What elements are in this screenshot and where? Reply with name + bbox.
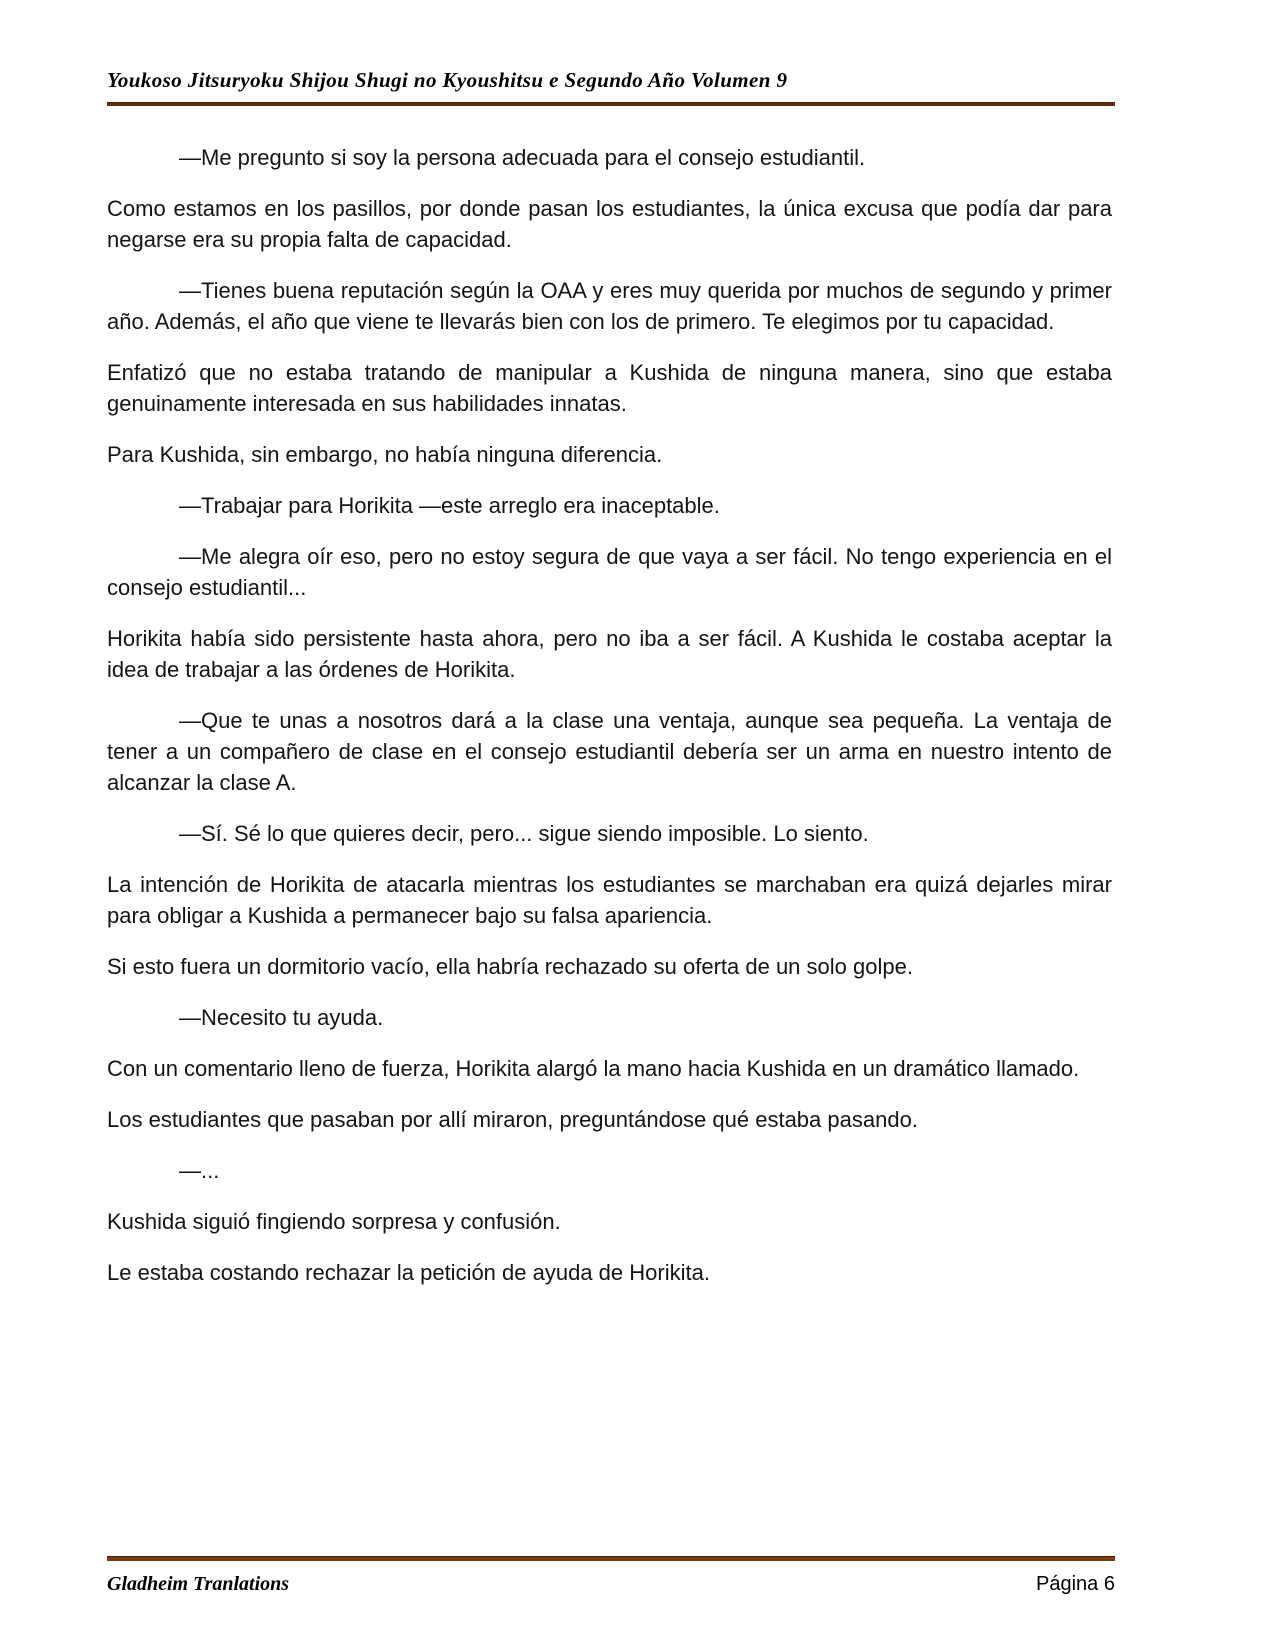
paragraph: —Tienes buena reputación según la OAA y eres muy querida por muchos de segundo y primer año. Además, el año que viene te llevarás bien con los de primero. Te elegimos por tu capacidad.: [107, 278, 1112, 334]
page-number: Página 6: [1036, 1573, 1115, 1595]
paragraph: —Necesito tu ayuda.: [179, 1005, 384, 1030]
paragraph: Si esto fuera un dormitorio vacío, ella habría rechazado su oferta de un solo golpe.: [107, 954, 913, 979]
body-text: [107, 142, 1112, 1308]
paragraph: La intención de Horikita de atacarla mientras los estudiantes se marchaban era quizá dejarles mirar para obligar a Kushida a permanecer bajo su falsa apariencia.: [107, 872, 1112, 928]
paragraph: Horikita había sido persistente hasta ahora, pero no iba a ser fácil. A Kushida le costaba aceptar la idea de trabajar a las órdenes de Horikita.: [107, 626, 1112, 682]
paragraph: Le estaba costando rechazar la petición de ayuda de Horikita.: [107, 1260, 710, 1285]
paragraph: Kushida siguió fingiendo sorpresa y confusión.: [107, 1209, 561, 1234]
paragraph: —...: [179, 1158, 220, 1183]
footer-divider: [107, 1556, 1115, 1561]
translator-credit: Gladheim Tranlations: [107, 1573, 290, 1595]
paragraph: —Me alegra oír eso, pero no estoy segura de que vaya a ser fácil. No tengo experiencia en el consejo estudiantil...: [107, 544, 1112, 600]
header-divider: [107, 102, 1115, 106]
paragraph: Los estudiantes que pasaban por allí miraron, preguntándose qué estaba pasando.: [107, 1107, 918, 1132]
paragraph: Como estamos en los pasillos, por donde pasan los estudiantes, la única excusa que podía dar para negarse era su propia falta de capacidad.: [107, 196, 1112, 252]
paragraph: —Sí. Sé lo que quieres decir, pero... sigue siendo imposible. Lo siento.: [179, 821, 869, 846]
page-header: [107, 68, 1115, 106]
paragraph: —Que te unas a nosotros dará a la clase una ventaja, aunque sea pequeña. La ventaja de tener a un compañero de clase en el consejo estudiantil debería ser un arma en nuestro intento de alcanzar la clase A.: [107, 708, 1112, 795]
paragraph: Con un comentario lleno de fuerza, Horikita alargó la mano hacia Kushida en un dramático llamado.: [107, 1056, 1080, 1081]
footer-row: [107, 1573, 1115, 1596]
paragraph: Para Kushida, sin embargo, no había ninguna diferencia.: [107, 442, 663, 467]
page-footer: [107, 1556, 1115, 1596]
paragraph: Enfatizó que no estaba tratando de manipular a Kushida de ninguna manera, sino que estaba genuinamente interesada en sus habilidades innatas.: [107, 360, 1112, 416]
paragraph: —Trabajar para Horikita —este arreglo era inaceptable.: [179, 493, 720, 518]
paragraph: —Me pregunto si soy la persona adecuada para el consejo estudiantil.: [179, 145, 866, 170]
header-title: Youkoso Jitsuryoku Shijou Shugi no Kyoushitsu e Segundo Año Volumen 9: [107, 68, 788, 92]
